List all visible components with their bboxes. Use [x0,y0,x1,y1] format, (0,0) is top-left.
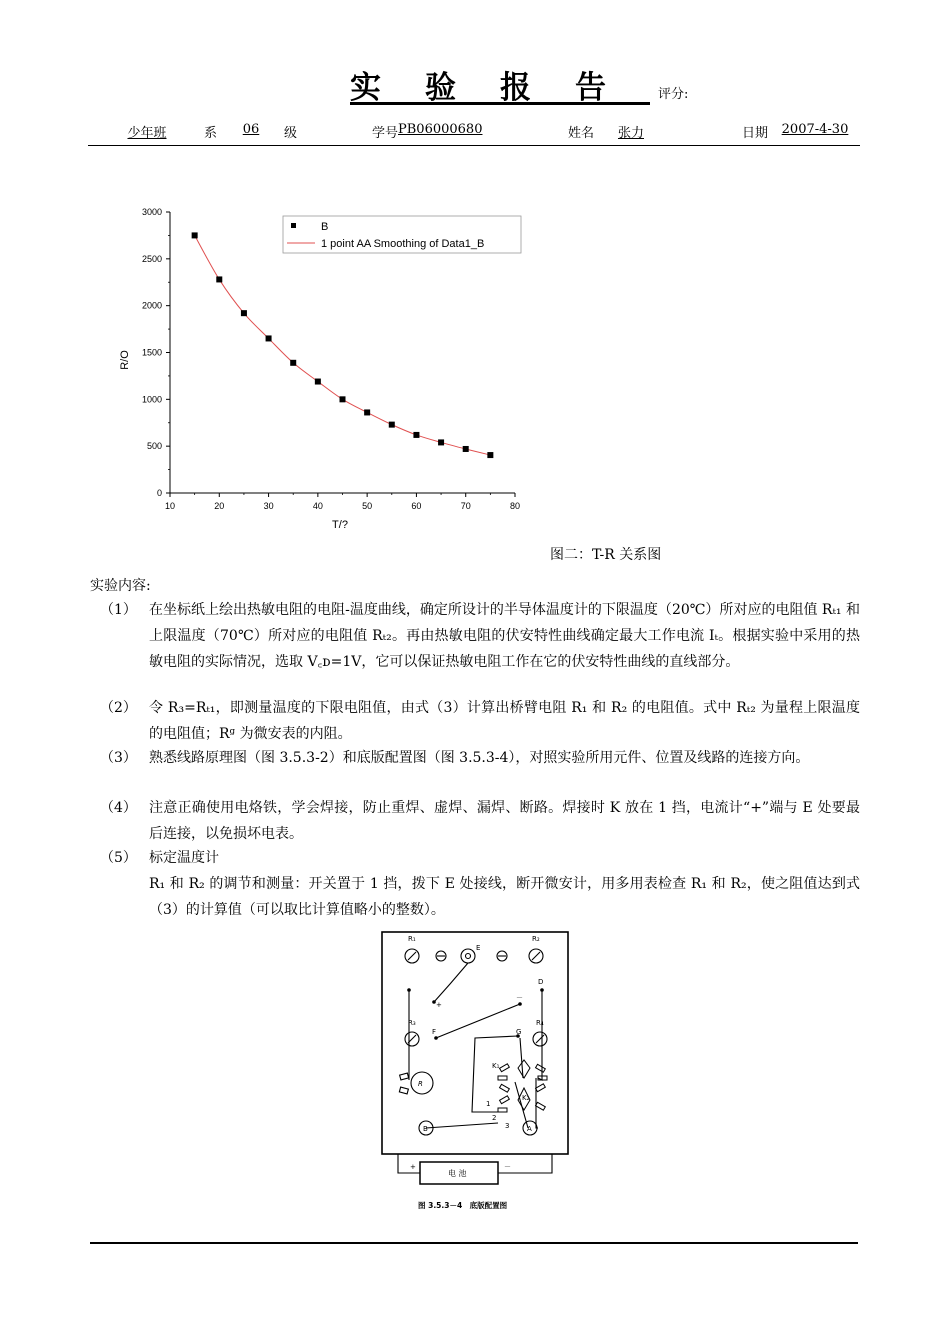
content-item-5 [94,845,860,923]
data-point [192,232,198,238]
footer-rule [90,1242,858,1244]
legend-marker-b [291,223,296,228]
dept-label: 系 [204,126,218,141]
y-tick-label: 2000 [141,300,162,311]
y-tick-label: 1000 [141,394,162,405]
report-date: 2007-4-30 [781,122,849,137]
pot-e [461,949,475,963]
header-rule [88,145,860,146]
x-axis-label: T/? [332,519,348,531]
thermistor-r [399,1072,433,1094]
battery-plus: + [410,1163,416,1171]
item-number: （3） [100,750,137,766]
chart-legend [283,216,521,253]
x-tick-label: 30 [263,501,274,511]
pot-r3 [405,1032,419,1046]
chart-caption: 图二：T-R 关系图 [550,547,662,563]
label-plus: + [436,1001,442,1009]
data-point [266,335,272,341]
content-item-4 [94,795,860,847]
label-b: B [423,1125,428,1133]
item-text: 熟悉线路原理图（图 3.5.3-2）和底版配置图（图 3.5.3-4），对照实验所用元件、位置及线路的连接方向。 [149,750,810,766]
label-minus: － [516,994,523,1002]
label-r1: R₁ [408,935,416,943]
grade-value: 06 [242,122,260,137]
content-item-1 [94,597,860,675]
label-f: F [432,1028,437,1036]
data-point [241,310,247,316]
label-2: 2 [492,1114,497,1122]
label-d: D [538,978,544,986]
label-g: G [516,1028,522,1036]
student-id: PB06000680 [398,122,483,137]
score-label: 评分: [658,87,689,102]
label-r3: R₃ [408,1019,416,1027]
x-tick-label: 80 [509,501,521,511]
item-text: 标定温度计 [149,850,219,866]
date-label: 日期 [742,126,769,141]
data-point [315,379,321,385]
label-3: 3 [505,1122,510,1130]
y-tick-label: 3000 [141,207,162,217]
label-r2: R₂ [532,935,540,943]
data-point [463,446,469,452]
data-point [290,360,296,366]
item-text: 在坐标纸上绘出热敏电阻的电阻-温度曲线，确定所设计的半导体温度计的下限温度（20℃）所对应的电阻值 Rₜ₁ 和上限温度（70℃）所对应的电阻值 Rₜ₂。再由热敏电阻的伏安特性曲线确定最大工作电流 Iₜ。根据实验中采用的热敏电阻的实际情况，选取 V꜀ᴅ=1V，它可以保证热敏电阻工作在它的伏安特性曲线的直线部分。 [149,602,860,670]
label-r4: R₄ [536,1019,544,1027]
y-tick-label: 0 [156,488,162,498]
x-tick-label: 60 [411,501,422,511]
y-tick-label: 500 [146,441,162,452]
smoothing-line [195,235,491,455]
y-tick-label: 2500 [141,253,162,264]
pot-r2 [529,949,543,963]
student-name: 张力 [617,126,644,141]
name-label: 姓名 [568,126,595,141]
content-heading: 实验内容: [90,578,151,594]
grade-label: 级 [284,126,298,141]
battery-minus: － [504,1163,511,1171]
data-point [413,432,419,438]
label-r: R [418,1080,423,1088]
board-labels [408,935,544,1210]
screw-2 [497,951,507,961]
item-5-detail: R₁ 和 R₂ 的调节和测量：开关置于 1 挡，拨下 E 处接线，断开微安计，用多用表检查 R₁ 和 R₂，使之阻值达到式（3）的计算值（可以取比计算值略小的整数）。 [149,876,860,918]
item-number: （1） [100,602,137,618]
item-number: （5） [100,850,137,866]
content-item-2 [94,695,860,747]
pot-r4 [533,1032,547,1046]
board-layout-figure [378,928,574,1214]
legend-label-smoothing: 1 point AA Smoothing of Data1_B [321,238,485,250]
battery-label: 电 池 [448,1169,467,1178]
x-tick-label: 70 [460,501,471,511]
terminal-dots [407,988,544,1040]
x-tick-label: 20 [214,501,225,511]
data-point [340,396,346,402]
data-point [216,276,222,282]
data-point [364,409,370,415]
item-number: （2） [100,700,137,716]
legend-label-b: B [321,221,329,233]
student-id-label: 学号 [372,126,399,141]
tr-chart [108,198,538,538]
page-title: 实验报告 [350,70,650,106]
class-name: 少年班 [127,126,167,141]
data-point [438,439,444,445]
x-tick-label: 50 [362,501,373,511]
data-point [389,422,395,428]
label-a: A [527,1125,532,1133]
item-number: （4） [100,800,137,816]
y-tick-label: 1500 [141,347,162,358]
item-text: 令 R₃=Rₜ₁，即测量温度的下限电阻值，由式（3）计算出桥臂电阻 R₁ 和 R₂ 的电阻值。式中 Rₜ₂ 为量程上限温度的电阻值；Rᵍ 为微安表的内阻。 [149,700,860,742]
x-tick-label: 10 [164,501,176,511]
content-item-3 [94,745,860,771]
label-k2: K₂ [522,1094,530,1102]
x-tick-label: 40 [312,501,323,511]
label-k1: K₁ [492,1062,500,1070]
screw-1 [436,951,446,961]
data-point [487,452,493,458]
label-e: E [476,944,481,952]
pot-r1 [405,949,419,963]
y-axis-label: R/O [119,350,131,370]
figure-caption: 图 3.5.3－4 底版配置图 [418,1201,508,1210]
item-text: 注意正确使用电烙铁，学会焊接，防止重焊、虚焊、漏焊、断路。焊接时 K 放在 1 挡，电流计“+”端与 E 处要最后连接，以免损坏电表。 [149,800,860,842]
label-1: 1 [486,1100,491,1108]
